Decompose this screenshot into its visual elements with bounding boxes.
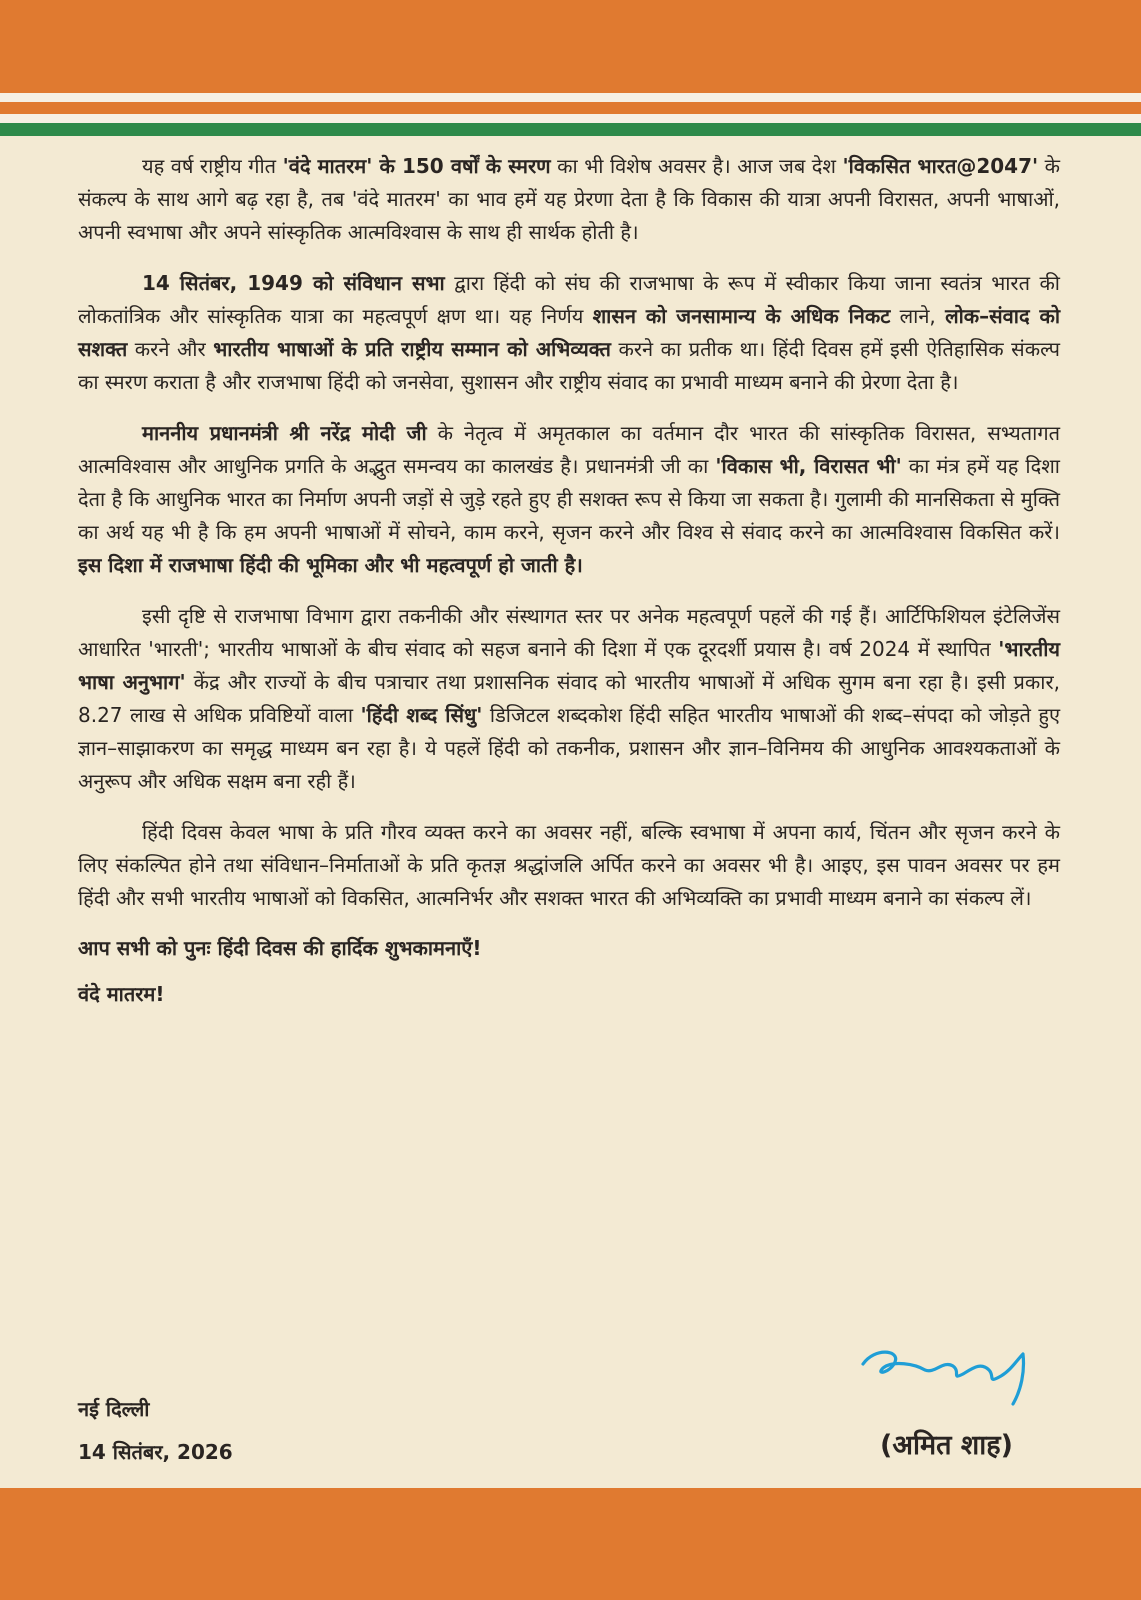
signature-image (855, 1342, 1065, 1412)
top-stripe-white-1 (0, 93, 1141, 102)
bold-text: 14 सितंबर, 1949 को संविधान सभा (142, 271, 445, 295)
bold-text: 'भारतीय भाषा अनुभाग' (78, 637, 1060, 694)
text-run: डिजिटल शब्दकोश हिंदी सहित भारतीय भाषाओं की शब्द–संपदा को जोड़ते हुए ज्ञान–साझाकरण का समृद्ध माध्यम बन रहा है। ये पहलें हिंदी को तकनीक, प्रशासन और ज्ञान–विनिमय की आधुनिक आवश्यकताओं के अनुरूप और अधिक सक्षम बना रही हैं। (78, 703, 1060, 793)
top-stripe-green (0, 123, 1141, 136)
text-run: करने का प्रतीक था। हिंदी दिवस हमें इसी ऐतिहासिक संकल्प का स्मरण कराता है और राजभाषा हिंदी को जनसेवा, सुशासन और राष्ट्रीय संवाद का प्रभावी माध्यम बनाने की प्रेरणा देता है। (78, 337, 1061, 394)
bold-text: इस दिशा में राजभाषा हिंदी की भूमिका और भी महत्वपूर्ण हो जाती है। (78, 553, 583, 577)
paragraph-4 (78, 600, 1060, 798)
text-run: करने और (127, 337, 214, 361)
paragraph-2 (78, 267, 1060, 399)
salutation-line: वंदे मातरम! (78, 982, 165, 1006)
bold-text: शासन को जनसामान्य के अधिक निकट (592, 304, 891, 328)
bold-text: 'वंदे मातरम' के 150 वर्षों के स्मरण (282, 154, 551, 178)
place-line: नई दिल्ली (78, 1397, 150, 1421)
bold-text: भारतीय भाषाओं के प्रति राष्ट्रीय सम्मान को अभिव्यक्त (213, 337, 611, 361)
top-stripe-saffron (0, 102, 1141, 114)
date-line: 14 सितंबर, 2026 (78, 1440, 233, 1464)
greeting-line: आप सभी को पुनः हिंदी दिवस की हार्दिक शुभकामनाएँ! (78, 936, 482, 960)
bold-text: लोक–संवाद को सशक्त (78, 304, 1061, 361)
signature-stroke (863, 1352, 1024, 1404)
bold-text: माननीय प्रधानमंत्री श्री नरेंद्र मोदी जी (142, 421, 427, 445)
text-run: केंद्र और राज्यों के बीच पत्राचार तथा प्रशासनिक संवाद को भारतीय भाषाओं में अधिक सुगम बना रहा है। इसी प्रकार, 8.27 लाख से अधिक प्रविष्टियों वाला (78, 670, 1060, 727)
text-run: का भी विशेष अवसर है। आज जब देश (550, 154, 843, 178)
signer-name: (अमित शाह) (880, 1430, 1013, 1461)
paragraph-1 (78, 150, 1060, 249)
text-run: द्वारा हिंदी को संघ की राजभाषा के रूप में स्वीकार किया जाना स्वतंत्र भारत की लोकतांत्रिक और सांस्कृतिक यात्रा का महत्वपूर्ण क्षण था। यह निर्णय (78, 271, 1060, 328)
text-run: का मंत्र हमें यह दिशा देता है कि आधुनिक भारत का निर्माण अपनी जड़ों से जुड़े रहते हुए ही सशक्त रूप से किया जा सकता है। गुलामी की मानसिकता से मुक्ति का अर्थ यह भी है कि हम अपनी भाषाओं में सोचने, काम करने, सृजन करने और विश्व से संवाद करने का आत्मविश्वास विकसित करें। (78, 454, 1060, 544)
top-orange-band (0, 0, 1141, 93)
letter-body (78, 150, 1060, 1025)
paragraph-3 (78, 417, 1060, 582)
bottom-orange-band (0, 1488, 1141, 1600)
text-run: के संकल्प के साथ आगे बढ़ रहा है, तब 'वंदे मातरम' का भाव हमें यह प्रेरणा देता है कि विकास की यात्रा अपनी विरासत, अपनी भाषाओं, अपनी स्वभाषा और अपने सांस्कृतिक आत्मविश्वास के साथ ही सार्थक होती है। (78, 154, 1061, 244)
paragraph-5 (78, 816, 1060, 915)
top-stripe-white-2 (0, 114, 1141, 123)
bold-text: 'विकास भी, विरासत भी' (715, 454, 902, 478)
bold-text: 'विकसित भारत@2047' (842, 154, 1039, 178)
text-run: लाने, (890, 304, 946, 328)
text-run: यह वर्ष राष्ट्रीय गीत (142, 154, 283, 178)
text-run: हिंदी दिवस केवल भाषा के प्रति गौरव व्यक्त करने का अवसर नहीं, बल्कि स्वभाषा में अपना कार्य, चिंतन और सृजन करने के लिए संकल्पित होने तथा संविधान–निर्माताओं के प्रति कृतज्ञ श्रद्धांजलि अर्पित करने का अवसर भी है। आइए, इस पावन अवसर पर हम हिंदी और सभी भारतीय भाषाओं को विकसित, आत्मनिर्भर और सशक्त भारत की अभिव्यक्ति का प्रभावी माध्यम बनाने का संकल्प लें। (78, 820, 1060, 910)
text-run: के नेतृत्व में अमृतकाल का वर्तमान दौर भारत की सांस्कृतिक विरासत, सभ्यतागत आत्मविश्वास और आधुनिक प्रगति के अद्भुत समन्वय का कालखंड है। प्रधानमंत्री जी का (78, 421, 1060, 478)
bold-text: 'हिंदी शब्द सिंधु' (360, 703, 483, 727)
text-run: इसी दृष्टि से राजभाषा विभाग द्वारा तकनीकी और संस्थागत स्तर पर अनेक महत्वपूर्ण पहलें की गई हैं। आर्टिफिशियल इंटेलिजेंस आधारित 'भारती'; भारतीय भाषाओं के बीच संवाद को सहज बनाने की दिशा में एक दूरदर्शी प्रयास है। वर्ष 2024 में स्थापित (78, 604, 1060, 661)
